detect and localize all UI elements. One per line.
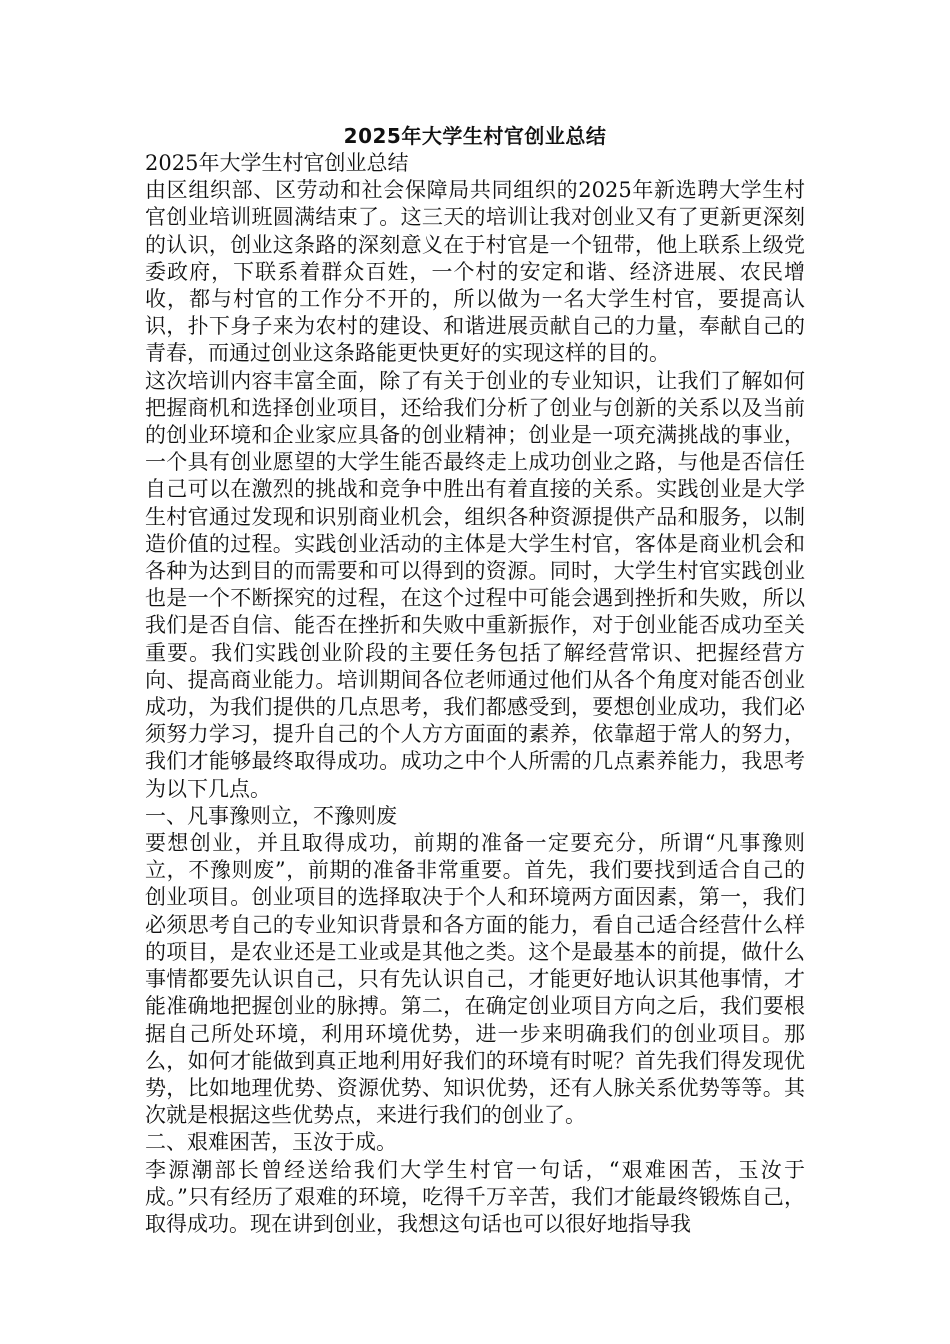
paragraph-section-2: 李源潮部长曾经送给我们大学生村官一句话，“艰难困苦，玉汝于成。”只有经历了艰难的环境，吃得千万辛苦，我们才能最终锻炼自己，取得成功。现在讲到创业，我想这句话也可以很好地指导我 xyxy=(145,1157,805,1236)
section-heading-1: 一、凡事豫则立，不豫则废 xyxy=(145,803,397,828)
paragraph-section-1: 要想创业，并且取得成功，前期的准备一定要充分，所谓“凡事豫则立，不豫则废”，前期的准备非常重要。首先，我们要找到适合自己的创业项目。创业项目的选择取决于个人和环境两方面因素，第一，我们必须思考自己的专业知识背景和各方面的能力，看自己适合经营什么样的项目，是农业还是工业或是其他之类。这个是最基本的前提，做什么事情都要先认识自己，只有先认识自己，才能更好地认识其他事情，才能准确地把握创业的脉搏。第二，在确定创业项目方向之后，我们要根据自己所处环境，利用环境优势，进一步来明确我们的创业项目。那么，如何才能做到真正地利用好我们的环境有时呢？首先我们得发现优势，比如地理优势、资源优势、知识优势，还有人脉关系优势等等。其次就是根据这些优势点，来进行我们的创业了。 xyxy=(145,831,805,1128)
document-title: 2025年大学生村官创业总结 xyxy=(343,124,607,148)
subtitle-line: 2025年大学生村官创业总结 xyxy=(145,151,409,175)
document-page xyxy=(145,122,805,1238)
paragraph-intro: 由区组织部、区劳动和社会保障局共同组织的2025年新选聘大学生村官创业培训班圆满结束了。这三天的培训让我对创业又有了更新更深刻的认识，创业这条路的深刻意义在于村官是一个钮带，他上联系上级党委政府，下联系着群众百姓，一个村的安定和谐、经济进展、农民增收，都与村官的工作分不开的，所以做为一名大学生村官，要提高认识，扑下身子来为农村的建设、和谐进展贡献自己的力量，奉献自己的青春，而通过创业这条路能更快更好的实现这样的目的。 xyxy=(145,178,805,366)
paragraph-training: 这次培训内容丰富全面，除了有关于创业的专业知识，让我们了解如何把握商机和选择创业项目，还给我们分析了创业与创新的关系以及当前的创业环境和企业家应具备的创业精神；创业是一项充满挑战的事业，一个具有创业愿望的大学生能否最终走上成功创业之路，与他是否信任自己可以在激烈的挑战和竞争中胜出有着直接的关系。实践创业是大学生村官通过发现和识别商业机会，组织各种资源提供产品和服务，以制造价值的过程。实践创业活动的主体是大学生村官，客体是商业机会和各种为达到目的而需要和可以得到的资源。同时，大学生村官实践创业也是一个不断探究的过程，在这个过程中可能会遇到挫折和失败，所以我们是否自信、能否在挫折和失败中重新振作，对于创业能否成功至关重要。我们实践创业阶段的主要任务包括了解经营常识、把握经营方向、提高商业能力。培训期间各位老师通过他们从各个角度对能否创业成功，为我们提供的几点思考，我们都感受到，要想创业成功，我们必须努力学习，提升自己的个人方方面面的素养，依靠超于常人的努力，我们才能够最终取得成功。成功之中个人所需的几点素养能力，我思考为以下几点。 xyxy=(145,368,805,801)
section-heading-2: 二、艰难困苦，玉汝于成。 xyxy=(145,1130,397,1155)
